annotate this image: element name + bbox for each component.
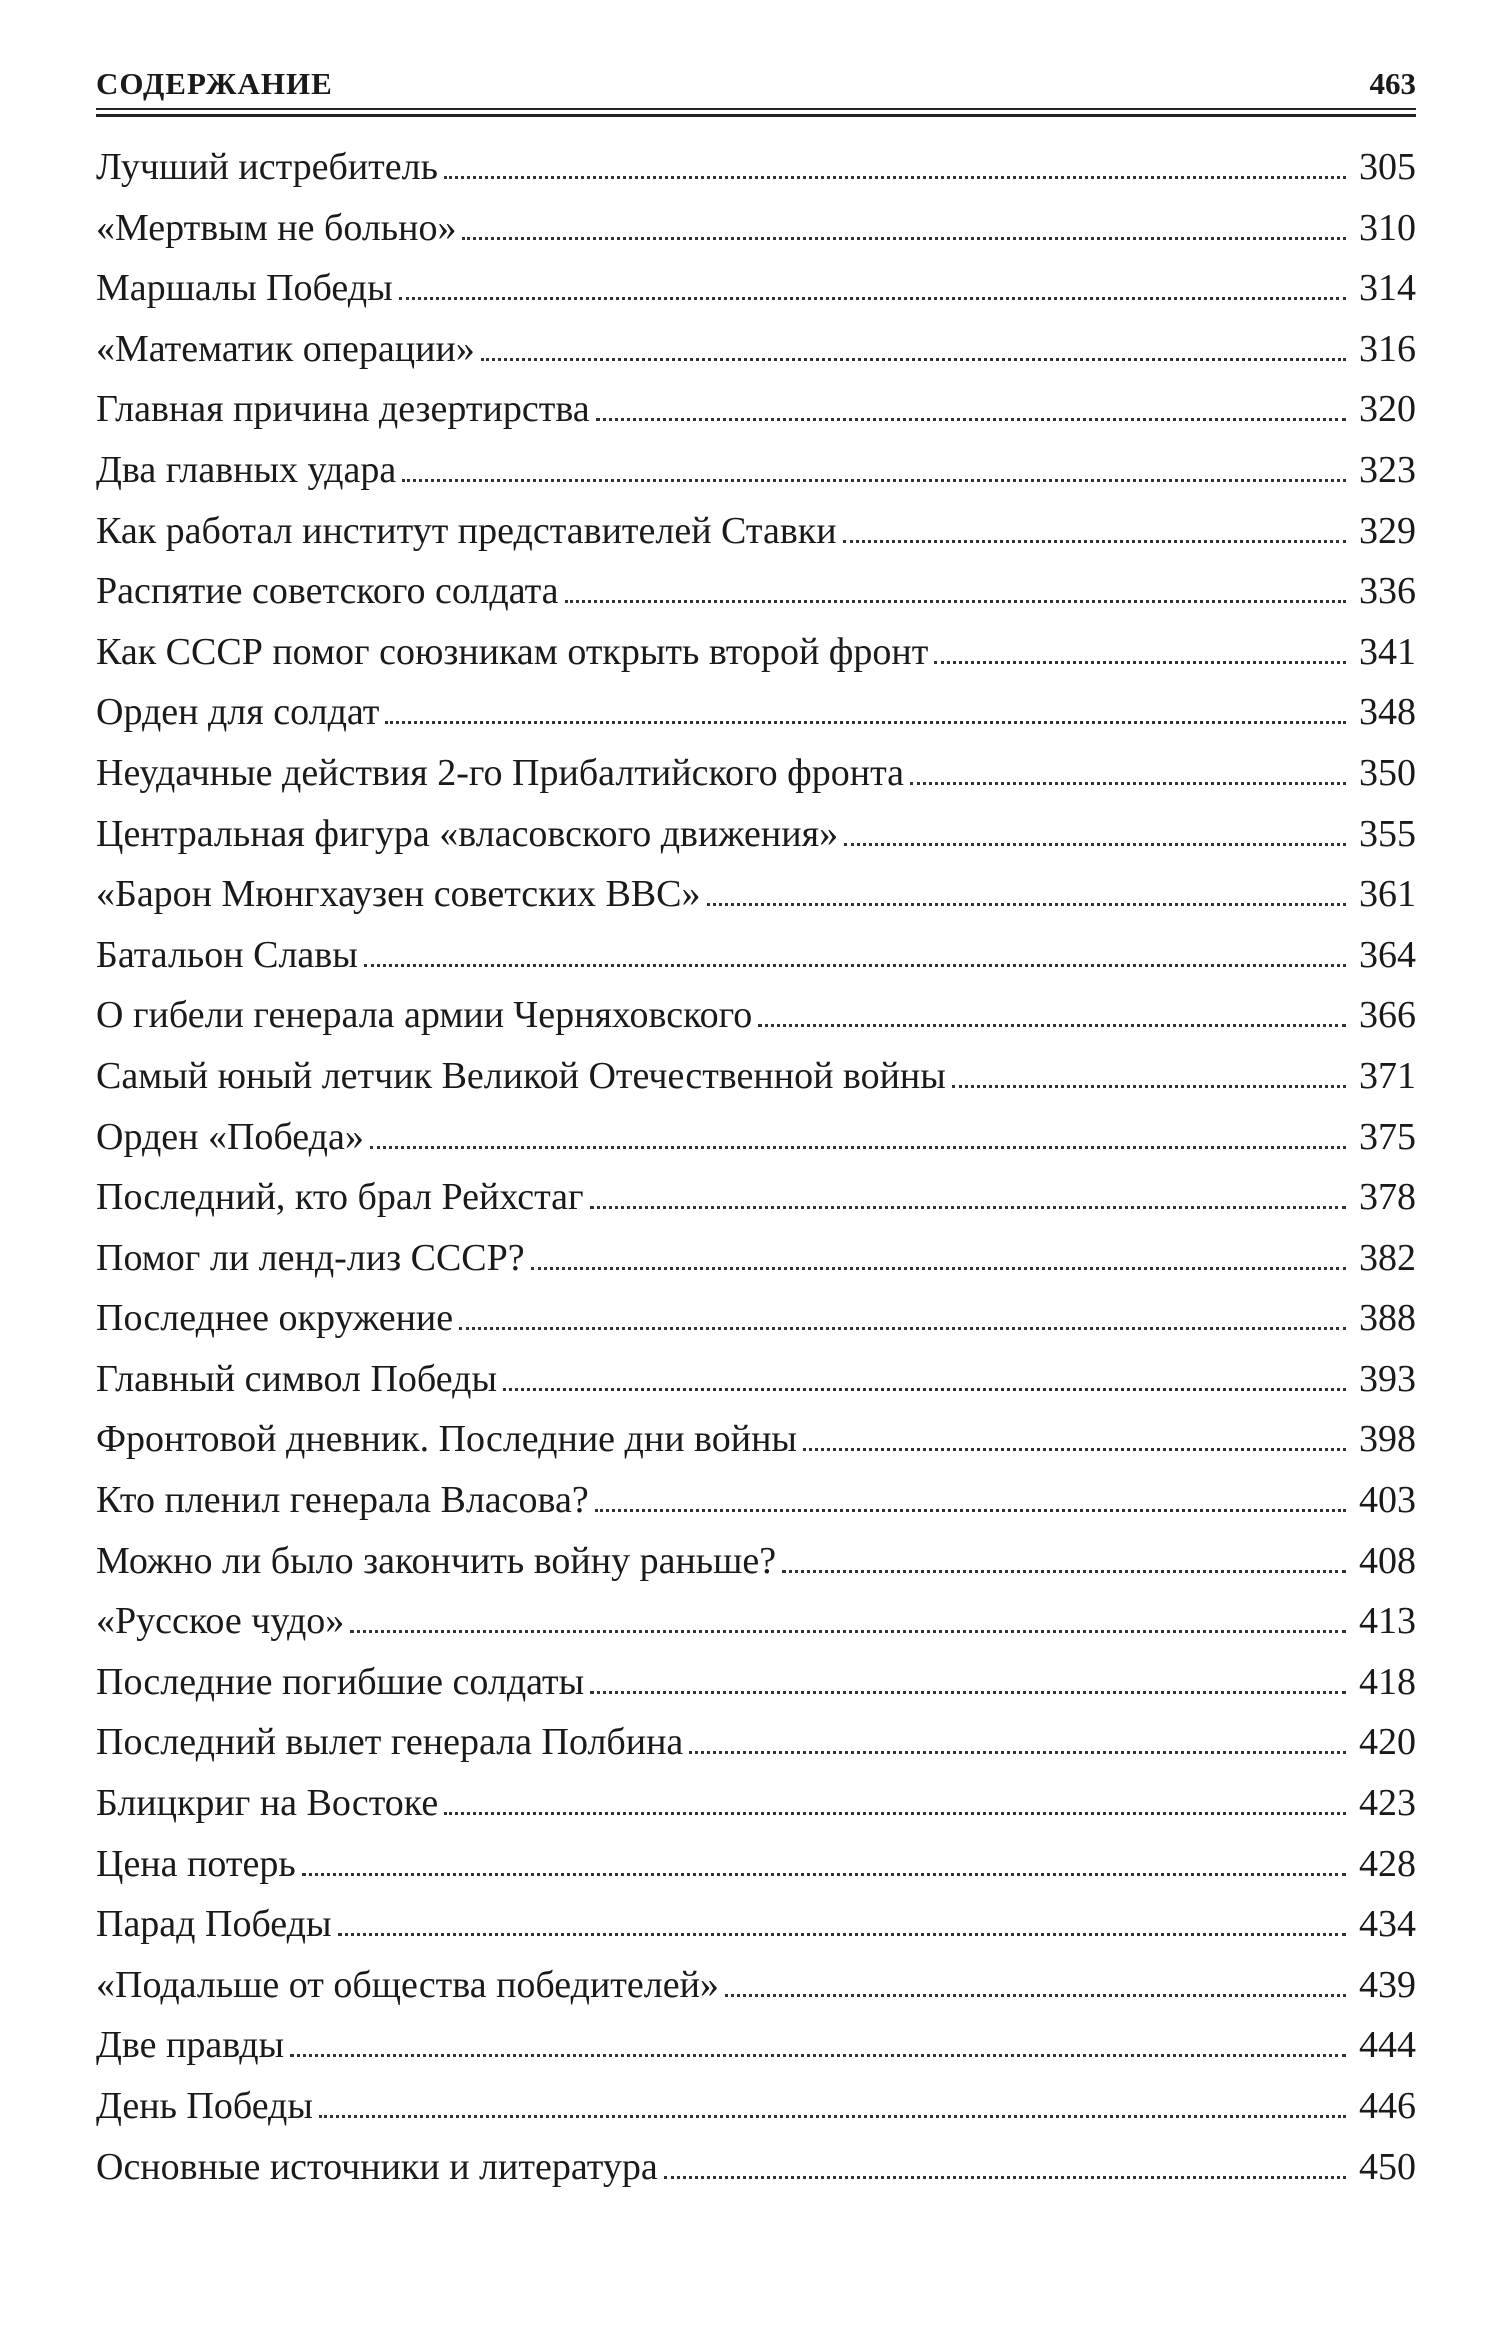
- toc-entry-page: 336: [1359, 570, 1416, 613]
- toc-entry: [96, 1107, 1416, 1168]
- toc-entry-page: 314: [1359, 267, 1416, 310]
- toc-entry-title: Орден для солдат: [96, 691, 380, 734]
- dot-leader: [664, 2176, 1346, 2179]
- toc-entry-title: Цена потерь: [96, 1842, 296, 1885]
- toc-entry-title: Маршалы Победы: [96, 267, 393, 310]
- toc-entry-title: «Барон Мюнгхаузен советских ВВС»: [96, 873, 701, 916]
- toc-entry-title: «Математик операции»: [96, 327, 475, 370]
- toc-entry-page: 371: [1359, 1054, 1416, 1097]
- toc-entry-title: Орден «Победа»: [96, 1115, 364, 1158]
- toc-entry: [96, 743, 1416, 804]
- dot-leader: [952, 1085, 1346, 1088]
- toc-entry: [96, 925, 1416, 986]
- dot-leader: [399, 297, 1346, 300]
- toc-entry-page: 355: [1359, 812, 1416, 855]
- toc-entry: [96, 1288, 1416, 1349]
- toc-entry-page: 398: [1359, 1418, 1416, 1461]
- toc-entry: [96, 1046, 1416, 1107]
- toc-entry-title: Батальон Славы: [96, 933, 358, 976]
- toc-entry: [96, 440, 1416, 501]
- toc-entry-page: 413: [1359, 1600, 1416, 1643]
- toc-entry-page: 305: [1359, 146, 1416, 188]
- toc-entry-page: 423: [1359, 1782, 1416, 1825]
- toc-entry-title: Два главных удара: [96, 448, 397, 491]
- toc-entry-title: Парад Победы: [96, 1903, 332, 1946]
- toc-entry: [96, 1531, 1416, 1592]
- toc-entry-title: «Мертвым не больно»: [96, 206, 457, 249]
- toc-entry: [96, 1349, 1416, 1410]
- toc-entry-page: 382: [1359, 1236, 1416, 1279]
- toc-entry-title: Основные источники и литература: [96, 2145, 658, 2188]
- toc-entry: [96, 2137, 1416, 2198]
- dot-leader: [758, 1024, 1346, 1027]
- dot-leader: [844, 843, 1346, 846]
- toc-entry-title: День Победы: [96, 2085, 313, 2127]
- toc-entry: [96, 1712, 1416, 1773]
- dot-leader: [364, 964, 1346, 967]
- toc-entry: [96, 804, 1416, 865]
- dot-leader: [725, 1994, 1346, 1997]
- toc-entry-title: Помог ли ленд-лиз СССР?: [96, 1236, 525, 1279]
- toc-entry-title: Последнее окружение: [96, 1297, 454, 1340]
- toc-entry-page: 403: [1359, 1479, 1416, 1522]
- toc-entry: [96, 1834, 1416, 1895]
- toc-entry-page: 428: [1359, 1842, 1416, 1885]
- dot-leader: [910, 782, 1346, 785]
- toc-entry-title: Последний, кто брал Рейхстаг: [96, 1176, 584, 1219]
- dot-leader: [782, 1570, 1346, 1573]
- toc-entry-page: 341: [1359, 630, 1416, 673]
- book-page: [96, 60, 1416, 2197]
- header-rule-thick: [96, 114, 1416, 117]
- running-head: [96, 60, 1416, 102]
- dot-leader: [350, 1630, 1346, 1633]
- dot-leader: [595, 1509, 1346, 1512]
- toc-entry-title: О гибели генерала армии Черняховского: [96, 994, 753, 1037]
- toc-entry-title: Блицкриг на Востоке: [96, 1782, 439, 1825]
- toc-entry: [96, 379, 1416, 440]
- dot-leader: [444, 1812, 1346, 1815]
- toc-entry: [96, 985, 1416, 1046]
- toc-entry: [96, 1652, 1416, 1713]
- toc-entry-title: Как работал институт представителей Ставки: [96, 509, 837, 552]
- toc-entry: [96, 1773, 1416, 1834]
- dot-leader: [590, 1691, 1346, 1694]
- toc-entry-page: 393: [1359, 1357, 1416, 1400]
- toc-entry-title: Самый юный летчик Великой Отечественной войны: [96, 1054, 946, 1097]
- toc-entry-title: Можно ли было закончить войну раньше?: [96, 1539, 777, 1582]
- toc-entry-title: Главная причина дезертирства: [96, 388, 590, 431]
- dot-leader: [803, 1448, 1346, 1451]
- toc-entry-page: 408: [1359, 1539, 1416, 1582]
- table-of-contents: [96, 137, 1416, 2197]
- toc-entry: [96, 2076, 1416, 2137]
- toc-entry-title: «Русское чудо»: [96, 1600, 345, 1643]
- toc-entry: [96, 622, 1416, 683]
- toc-entry-title: Как СССР помог союзникам открыть второй фронт: [96, 630, 929, 673]
- toc-entry-page: 450: [1359, 2145, 1416, 2188]
- toc-entry-title: Последний вылет генерала Полбина: [96, 1721, 684, 1764]
- toc-entry-page: 348: [1359, 691, 1416, 734]
- toc-entry-title: Центральная фигура «власовского движения»: [96, 812, 839, 855]
- toc-entry-page: 439: [1359, 1963, 1416, 2006]
- dot-leader: [590, 1206, 1346, 1209]
- page-number: 463: [1369, 66, 1416, 101]
- dot-leader: [459, 1327, 1346, 1330]
- toc-entry-page: 364: [1359, 933, 1416, 976]
- toc-entry: [96, 864, 1416, 925]
- toc-entry-title: Последние погибшие солдаты: [96, 1660, 585, 1703]
- dot-leader: [319, 2115, 1346, 2118]
- toc-entry-page: 310: [1359, 206, 1416, 249]
- toc-entry: [96, 1470, 1416, 1531]
- section-title: СОДЕРЖАНИЕ: [96, 66, 333, 101]
- toc-entry-page: 375: [1359, 1115, 1416, 1158]
- toc-entry: [96, 1591, 1416, 1652]
- dot-leader: [531, 1267, 1346, 1270]
- toc-entry: [96, 319, 1416, 380]
- toc-entry-page: 361: [1359, 873, 1416, 916]
- toc-entry: [96, 137, 1416, 198]
- toc-entry-page: 418: [1359, 1660, 1416, 1703]
- toc-entry: [96, 682, 1416, 743]
- dot-leader: [596, 418, 1346, 421]
- toc-entry-page: 329: [1359, 509, 1416, 552]
- dot-leader: [481, 358, 1346, 361]
- toc-entry: [96, 1167, 1416, 1228]
- dot-leader: [934, 661, 1346, 664]
- dot-leader: [503, 1388, 1346, 1391]
- toc-entry-title: Две правды: [96, 2024, 285, 2067]
- toc-entry-page: 320: [1359, 388, 1416, 431]
- toc-entry: [96, 2015, 1416, 2076]
- toc-entry-title: Распятие советского солдата: [96, 570, 559, 613]
- toc-entry-title: «Подальше от общества победителей»: [96, 1963, 719, 2006]
- toc-entry-title: Главный символ Победы: [96, 1357, 497, 1400]
- toc-entry-page: 434: [1359, 1903, 1416, 1946]
- toc-entry-page: 444: [1359, 2024, 1416, 2067]
- toc-entry-page: 366: [1359, 994, 1416, 1037]
- toc-entry-title: Лучший истребитель: [96, 146, 438, 188]
- toc-entry-page: 323: [1359, 448, 1416, 491]
- toc-entry: [96, 258, 1416, 319]
- dot-leader: [402, 479, 1346, 482]
- dot-leader: [707, 903, 1347, 906]
- toc-entry: [96, 1228, 1416, 1289]
- dot-leader: [689, 1751, 1346, 1754]
- toc-entry-page: 316: [1359, 327, 1416, 370]
- toc-entry: [96, 501, 1416, 562]
- dot-leader: [338, 1933, 1346, 1936]
- toc-entry-page: 378: [1359, 1176, 1416, 1219]
- toc-entry-page: 420: [1359, 1721, 1416, 1764]
- dot-leader: [370, 1146, 1346, 1149]
- header-rule-thin: [96, 108, 1416, 110]
- dot-leader: [302, 1873, 1346, 1876]
- dot-leader: [462, 237, 1346, 240]
- dot-leader: [843, 540, 1346, 543]
- dot-leader: [290, 2054, 1346, 2057]
- dot-leader: [385, 721, 1346, 724]
- dot-leader: [565, 600, 1346, 603]
- toc-entry-page: 350: [1359, 751, 1416, 794]
- toc-entry: [96, 1409, 1416, 1470]
- toc-entry-page: 446: [1359, 2085, 1416, 2127]
- toc-entry-title: Кто пленил генерала Власова?: [96, 1479, 589, 1522]
- toc-entry: [96, 561, 1416, 622]
- dot-leader: [444, 176, 1346, 179]
- toc-entry: [96, 1894, 1416, 1955]
- toc-entry: [96, 198, 1416, 259]
- toc-entry-title: Фронтовой дневник. Последние дни войны: [96, 1418, 797, 1461]
- toc-entry-page: 388: [1359, 1297, 1416, 1340]
- toc-entry: [96, 1955, 1416, 2016]
- toc-entry-title: Неудачные действия 2-го Прибалтийского фронта: [96, 751, 905, 794]
